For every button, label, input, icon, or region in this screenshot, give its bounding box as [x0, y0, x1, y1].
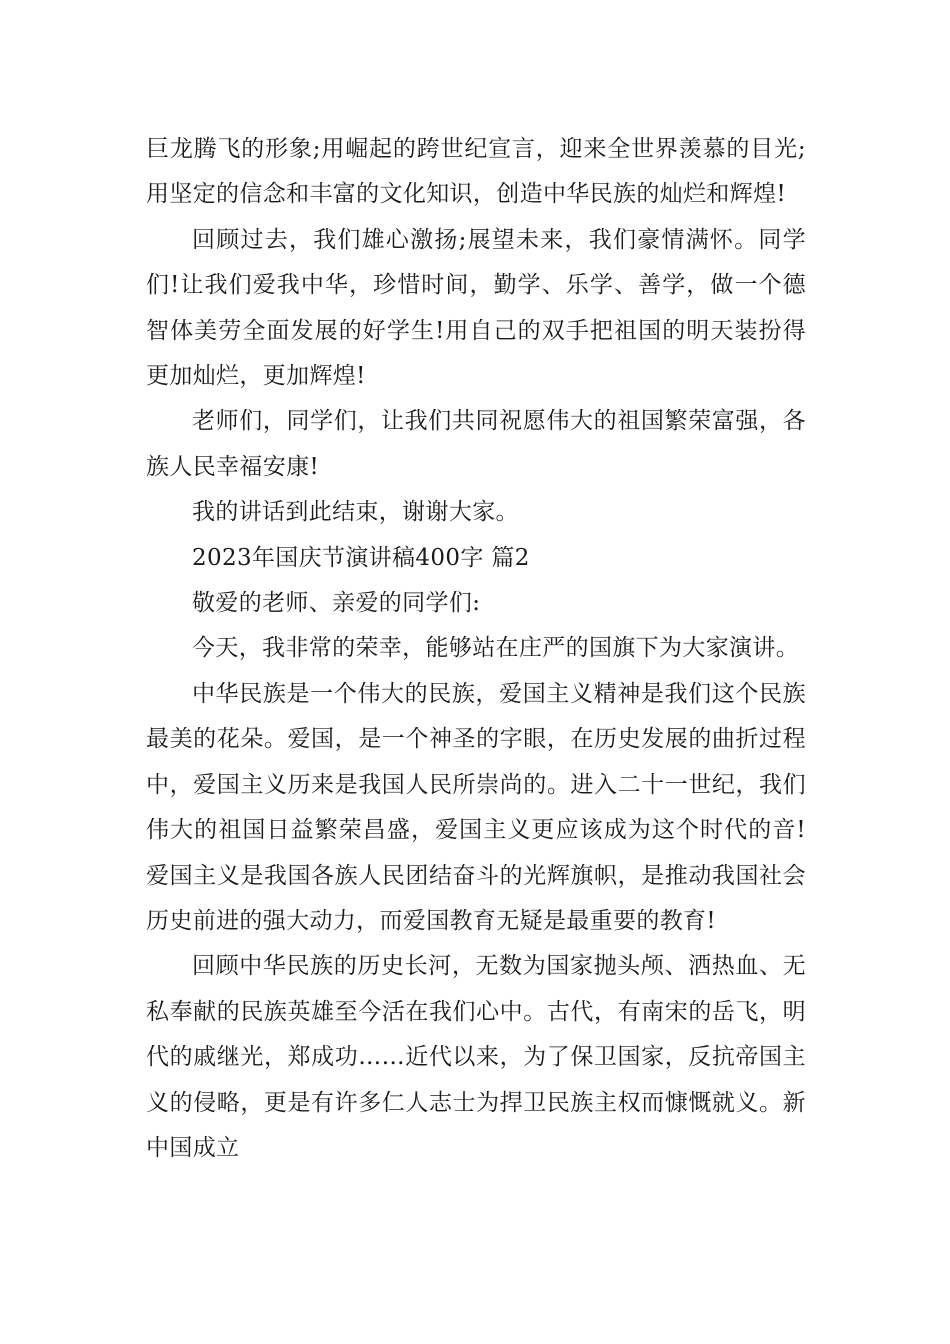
paragraph-1: 巨龙腾飞的形象;用崛起的跨世纪宣言，迎来全世界羡慕的目光;用坚定的信念和丰富的文化知识，创造中华民族的灿烂和辉煌!	[146, 136, 806, 208]
section-heading: 2023年国庆节演讲稿400字 篇2	[192, 544, 530, 571]
paragraph-9: 回顾中华民族的历史长河，无数为国家抛头颅、洒热血、无私奉献的民族英雄至今活在我们心中。古代，有南宋的岳飞，明代的戚继光，郑成功……近代以来，为了保卫国家，反抗帝国主义的侵略，更是有许多仁人志士为捍卫民族主权而慷慨就义。新中国成立	[146, 953, 806, 1161]
paragraph-4: 我的讲话到此结束，谢谢大家。	[192, 499, 519, 526]
paragraph-2: 回顾过去，我们雄心激扬;展望未来，我们豪情满怀。同学们!让我们爱我中华，珍惜时间，勤学、乐学、善学，做一个德智体美劳全面发展的好学生!用自己的双手把祖国的明天装扮得更加灿烂，更加辉煌!	[146, 226, 806, 390]
document-body	[146, 127, 806, 1171]
paragraph-8: 中华民族是一个伟大的民族，爱国主义精神是我们这个民族最美的花朵。爱国，是一个神圣的字眼，在历史发展的曲折过程中，爱国主义历来是我国人民所崇尚的。进入二十一世纪，我们伟大的祖国日益繁荣昌盛，爱国主义更应该成为这个时代的音!爱国主义是我国各族人民团结奋斗的光辉旗帜，是推动我国社会历史前进的强大动力，而爱国教育无疑是最重要的教育!	[146, 680, 806, 934]
paragraph-3: 老师们，同学们，让我们共同祝愿伟大的祖国繁荣富强，各族人民幸福安康!	[146, 408, 806, 480]
paragraph-7: 今天，我非常的荣幸，能够站在庄严的国旗下为大家演讲。	[192, 635, 800, 662]
salutation: 敬爱的老师、亲爱的同学们:	[192, 590, 481, 617]
